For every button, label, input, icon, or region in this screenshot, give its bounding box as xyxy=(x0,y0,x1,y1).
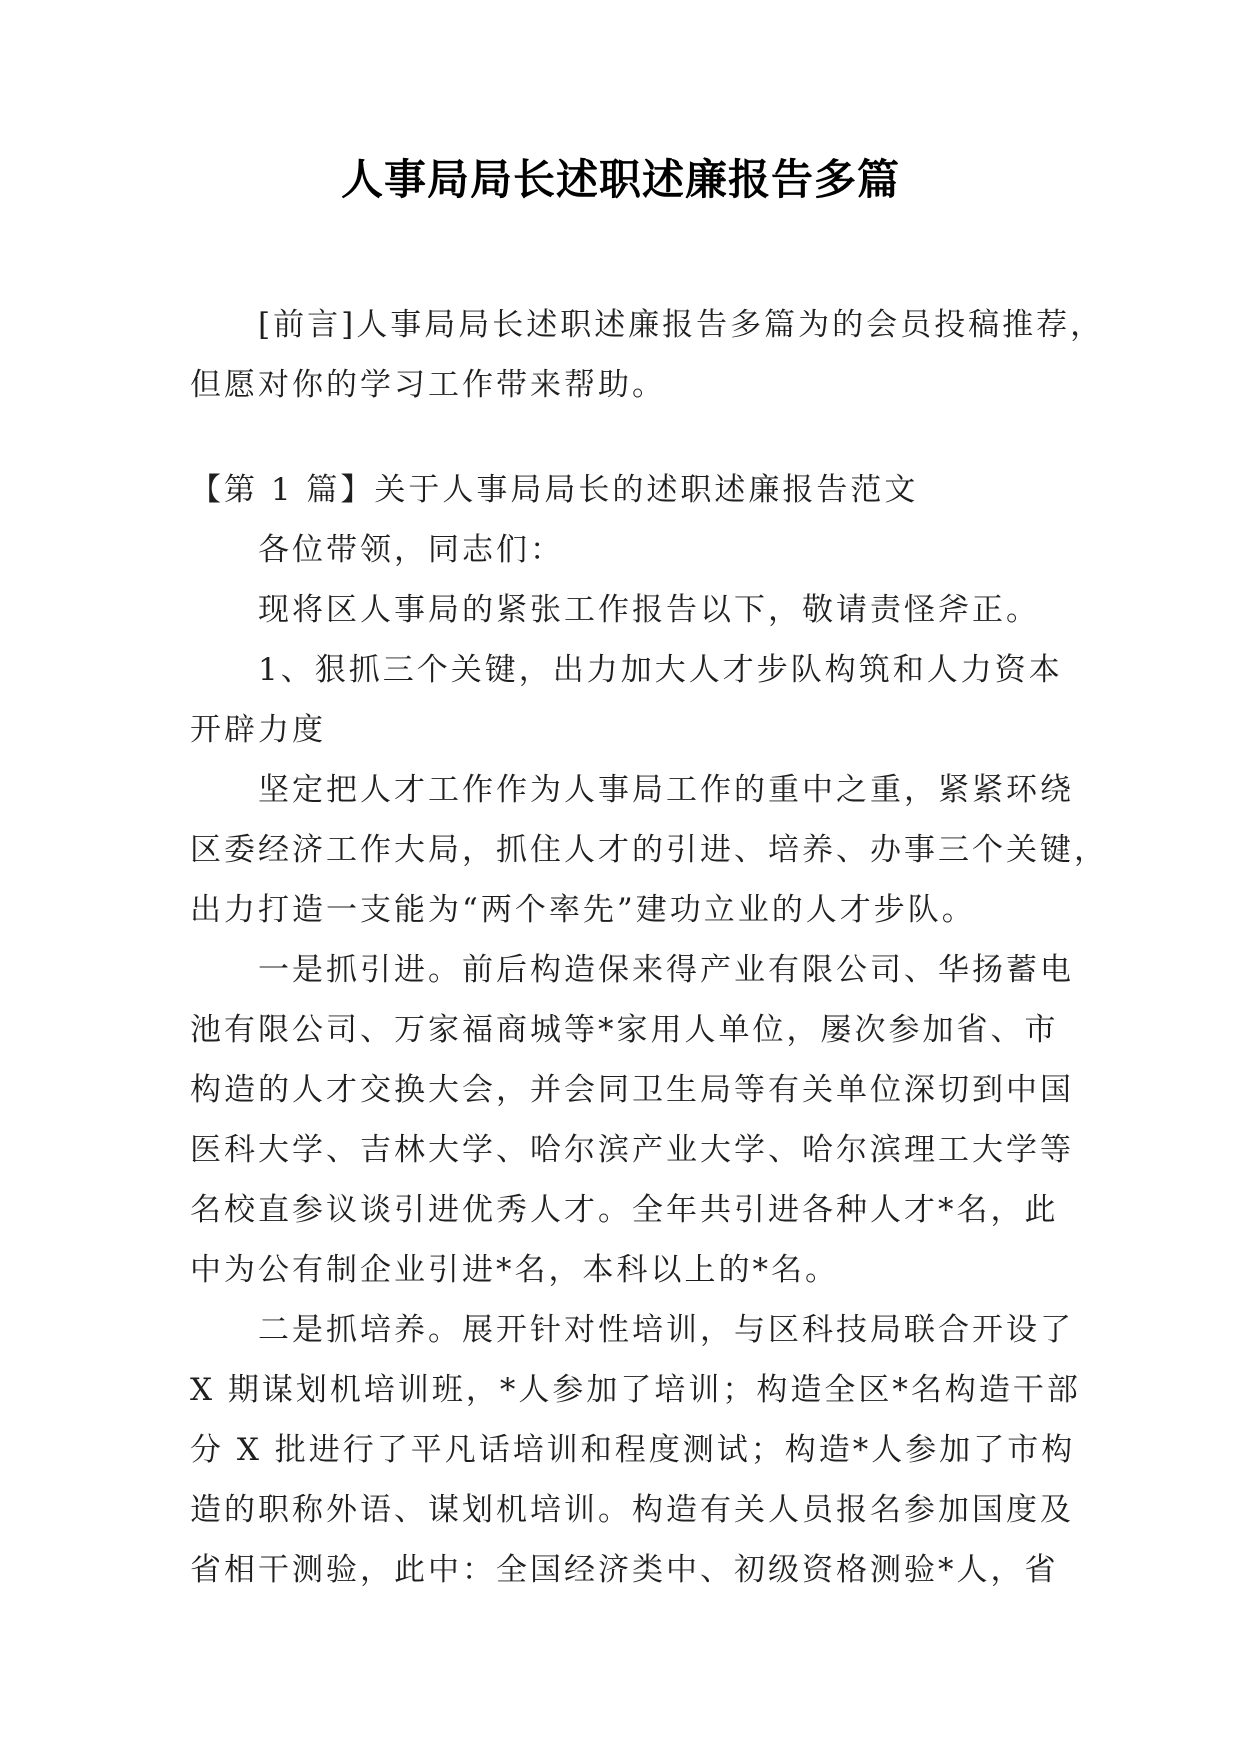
paragraph-line: 构造的人才交换大会，并会同卫生局等有关单位深切到中国 xyxy=(190,1072,1074,1108)
section-1 xyxy=(190,460,1108,1600)
paragraph-line: 1、狠抓三个关键，出力加大人才步队构筑和人力资本 xyxy=(258,652,1063,688)
paragraph-line: 造的职称外语、谋划机培训。构造有关人员报名参加国度及 xyxy=(190,1492,1074,1528)
preface-line-2: 但愿对你的学习工作带来帮助。 xyxy=(190,367,666,403)
document-title: 人事局局长述职述廉报告多篇 xyxy=(340,155,900,204)
paragraph-line: 开辟力度 xyxy=(190,712,326,748)
paragraph-line: 现将区人事局的紧张工作报告以下，敬请责怪斧正。 xyxy=(258,592,1040,628)
paragraph-line: X 期谋划机培训班，*人参加了培训；构造全区*名构造干部 xyxy=(190,1372,1081,1408)
paragraph-line: 二是抓培养。展开针对性培训，与区科技局联合开设了 xyxy=(258,1312,1074,1348)
paragraph-line: 省相干测验，此中：全国经济类中、初级资格测验*人，省 xyxy=(190,1552,1059,1588)
section-heading: 【第 1 篇】关于人事局局长的述职述廉报告范文 xyxy=(190,472,919,508)
preface xyxy=(190,295,1105,415)
paragraph-line: 各位带领，同志们： xyxy=(258,532,564,568)
paragraph-line: 分 X 批进行了平凡话培训和程度测试；构造*人参加了市构 xyxy=(190,1432,1076,1468)
paragraph-line: 出力打造一支能为“两个率先”建功立业的人才步队。 xyxy=(190,892,976,928)
paragraph-line: 池有限公司、万家福商城等*家用人单位，屡次参加省、市 xyxy=(190,1012,1059,1048)
paragraph-line: 医科大学、吉林大学、哈尔滨产业大学、哈尔滨理工大学等 xyxy=(190,1132,1074,1168)
paragraph-line: 名校直参议谈引进优秀人才。全年共引进各种人才*名，此 xyxy=(190,1192,1059,1228)
preface-line-1: [前言]人事局局长述职述廉报告多篇为的会员投稿推荐， xyxy=(258,307,1105,343)
paragraph-line: 区委经济工作大局，抓住人才的引进、培养、办事三个关键， xyxy=(190,832,1108,868)
paragraph-line: 坚定把人才工作作为人事局工作的重中之重，紧紧环绕 xyxy=(258,772,1074,808)
paragraph-line: 中为公有制企业引进*名，本科以上的*名。 xyxy=(190,1252,839,1288)
paragraph-line: 一是抓引进。前后构造保来得产业有限公司、华扬蓄电 xyxy=(258,952,1074,988)
